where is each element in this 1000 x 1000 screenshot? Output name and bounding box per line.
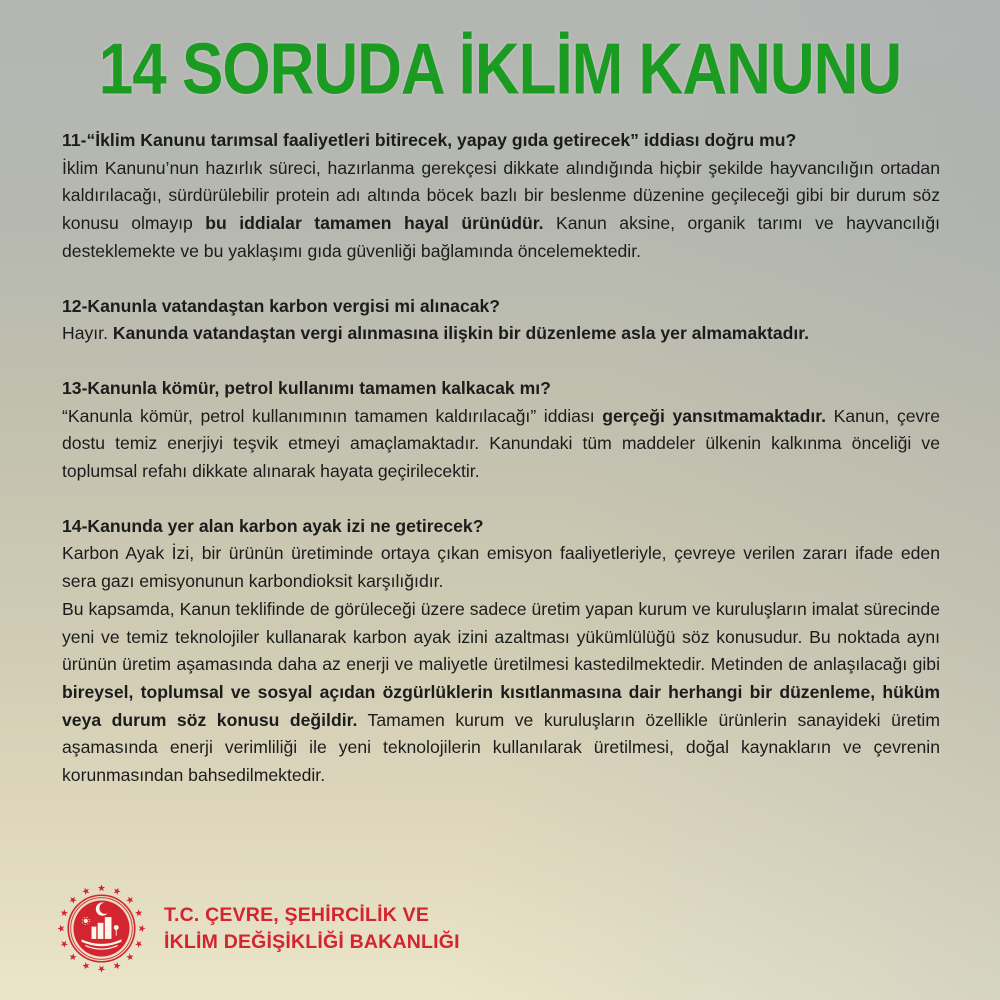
qa-section [62,293,940,348]
question-heading: 11-“İklim Kanunu tarımsal faaliyetleri bitirecek, yapay gıda getirecek” iddiası doğru mu? [62,130,797,150]
qa-section [62,513,940,790]
answer-paragraph: Hayır. Kanunda vatandaştan vergi alınmasına ilişkin bir düzenleme asla yer almamaktadır. [62,323,810,344]
answer-paragraph: “Kanunla kömür, petrol kullanımının tamamen kaldırılacağı” iddiası gerçeği yansıtmamaktadır. Kanun, çevre dostu temiz enerjiyi teşvik etmeyi amaçlamaktadır. Kanundaki tüm maddeler ülkenin kalkınma önceliği ve toplumsal refahı dikkate alınarak hayata geçirilecektir. [62,405,940,482]
qa-sections [62,127,940,817]
question-heading: 12-Kanunla vatandaştan karbon vergisi mi alınacak? [62,295,501,316]
question-heading: 13-Kanunla kömür, petrol kullanımı tamamen kalkacak mı? [62,377,551,398]
ministry-emblem-icon [54,881,149,976]
qa-section [62,375,940,486]
footer [54,881,460,976]
ministry-name-line2: İKLİM DEĞİŞİKLİĞİ BAKANLIĞI [164,930,460,953]
qa-section [62,127,940,266]
answer-paragraph: İklim Kanunu’nun hazırlık süreci, hazırlanma gerekçesi dikkate alındığında hiçbir şekilde hayvancılığın ortadan kaldırılacağı, sürdürülebilir protein adı altında böcek bazlı bir beslenme düzenine geçileceği gibi bir durum söz konusu olmayıp bu iddialar tamamen hayal ürünüdür. Kanun aksine, organik tarımı ve hayvancılığı desteklemekte ve bu yaklaşımı gıda güvenliği bağlamında öncelemektedir. [62,157,940,261]
question-heading: 14-Kanunda yer alan karbon ayak izi ne getirecek? [62,515,484,536]
ministry-name-line1: T.C. ÇEVRE, ŞEHİRCİLİK VE [164,903,430,926]
answer-paragraph: Bu kapsamda, Kanun teklifinde de görüleceği üzere sadece üretim yapan kurum ve kuruluşların imalat sürecinde yeni ve temiz teknolojiler kullanarak karbon ayak izini azaltması yükümlülüğü söz konusudur. Bu noktada aynı ürünün üretim aşamasında daha az enerji ve maliyetle üretilmesi kastedilmektedir. Metinden de anlaşılacağı gibi bireysel, toplumsal ve sosyal açıdan özgürlüklerin kısıtlanmasına dair herhangi bir düzenleme, hüküm veya durum söz konusu değildir. Tamamen kurum ve kuruluşların özellikle ürünlerin sanayideki üretim aşamasında enerji verimliliği ile yeni teknolojilerin kullanılarak üretilmesi, doğal kaynakların ve çevrenin korunmasından bahsedilmektedir. [62,598,940,786]
page-title: 14 SORUDA İKLİM KANUNU [98,29,902,110]
answer-paragraph: Karbon Ayak İzi, bir ürünün üretiminde ortaya çıkan emisyon faaliyetleriyle, çevreye verilen zararı ifade eden sera gazı emisyonunun karbondioksit karşılığıdır. [62,543,940,592]
ministry-name [164,902,460,956]
